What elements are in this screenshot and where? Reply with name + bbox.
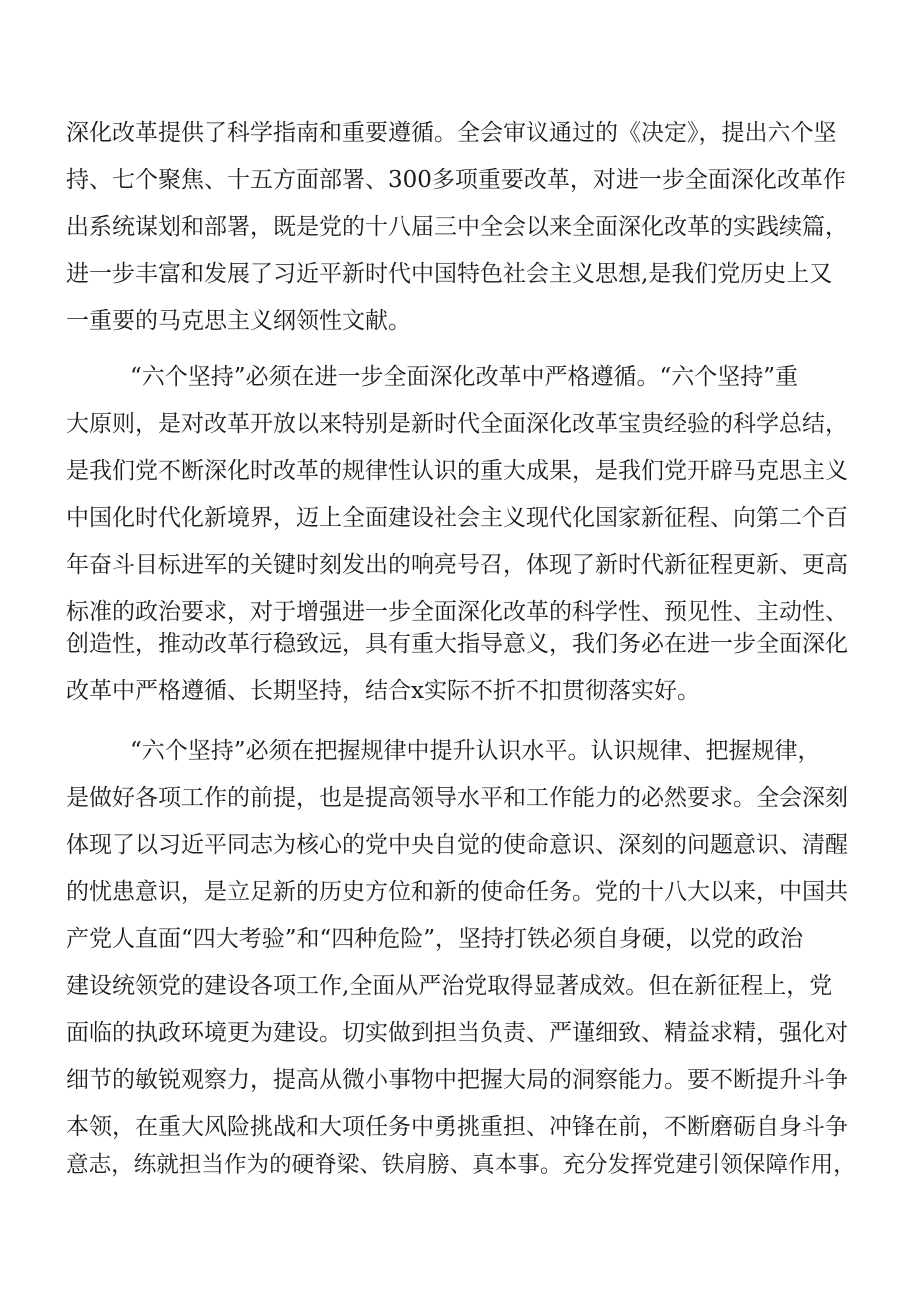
body-text (66, 0, 856, 1301)
paragraph-3-line-10: 意志，练就担当作为的硬脊梁、铁肩膀、真本事。充分发挥党建引领保障作用， (66, 1152, 856, 1178)
paragraph-3-line-9: 本领，在重大风险挑战和大项任务中勇挑重担、冲锋在前，不断磨砺自身斗争 (66, 1114, 848, 1140)
paragraph-1-line-5: 一重要的马克思主义纲领性文献。 (66, 308, 411, 334)
paragraph-1-line-3: 出系统谋划和部署，既是党的十八届三中全会以来全面深化改革的实践续篇， (66, 214, 848, 240)
paragraph-1-line-2: 持、七个聚焦、十五方面部署、300多项重要改革，对进一步全面深化改革作 (66, 167, 846, 193)
paragraph-2-line-5: 年奋斗目标进军的关键时刻发出的响亮号召，体现了新时代新征程更新、更高 (66, 552, 848, 578)
paragraph-3-line-3: 体现了以习近平同志为核心的党中央自觉的使命意识、深刻的问题意识、清醒 (66, 832, 848, 858)
paragraph-3-line-2: 是做好各项工作的前提，也是提高领导水平和工作能力的必然要求。全会深刻 (66, 785, 848, 811)
paragraph-2-line-3: 是我们党不断深化时改革的规律性认识的重大成果，是我们党开辟马克思主义 (66, 458, 848, 484)
paragraph-3-line-7: 面临的执政环境更为建设。切实做到担当负责、严谨细致、精益求精，强化对 (66, 1020, 848, 1046)
paragraph-2-line-6: 标准的政治要求，对于增强进一步全面深化改革的科学性、预见性、主动性、 (66, 599, 848, 625)
paragraph-3-line-1: “六个坚持”必须在把握规律中提升认识水平。认识规律、把握规律， (130, 738, 821, 764)
paragraph-1-line-4: 进一步丰富和发展了习近平新时代中国特色社会主义思想,是我们党历史上又 (66, 261, 833, 287)
paragraph-2-line-1: “六个坚持”必须在进一步全面深化改革中严格遵循。“六个坚持”重 (130, 364, 799, 390)
paragraph-2-line-4: 中国化时代化新境界，迈上全面建设社会主义现代化国家新征程、向第二个百 (66, 505, 848, 531)
paragraph-3-line-6: 建设统领党的建设各项工作,全面从严治党取得显著成效。但在新征程上，党 (66, 973, 833, 999)
paragraph-2-line-2: 大原则，是对改革开放以来特别是新时代全面深化改革宝贵经验的科学总结， (66, 411, 848, 437)
paragraph-2-line-8: 改革中严格遵循、长期坚持，结合x实际不折不扣贯彻落实好。 (66, 678, 700, 704)
paragraph-3-line-5: 产党人直面“四大考验”和“四种危险”，坚持打铁必须自身硬，以党的政治 (66, 926, 804, 952)
paragraph-1-line-1: 深化改革提供了科学指南和重要遵循。全会审议通过的《决定》，提出六个坚 (66, 120, 837, 146)
paragraph-3-line-4: 的忧患意识，是立足新的历史方位和新的使命任务。党的十八大以来，中国共 (66, 879, 848, 905)
paragraph-2-line-7: 创造性，推动改革行稳致远，具有重大指导意义，我们务必在进一步全面深化 (66, 631, 848, 657)
paragraph-3-line-8: 细节的敏锐观察力，提高从微小事物中把握大局的洞察能力。要不断提升斗争 (66, 1067, 848, 1093)
